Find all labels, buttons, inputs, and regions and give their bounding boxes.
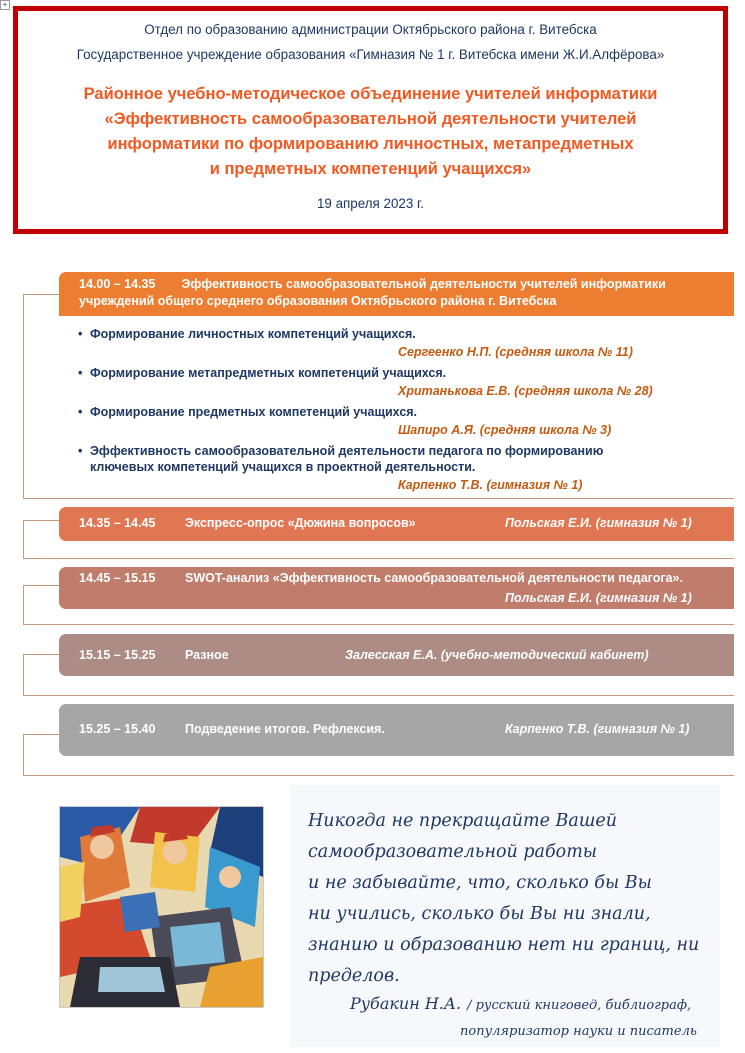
illustration-svg xyxy=(60,807,263,1007)
list-item: • Формирование метапредметных компетенций учащихся. Хританькова Е.В. (средняя школа № 28) xyxy=(78,365,718,399)
department-line: Отдел по образованию администрации Октябрьского района г. Витебска xyxy=(144,22,597,37)
title-line: «Эффективность самообразовательной деятельности учителей xyxy=(104,110,637,128)
agenda-block-3 xyxy=(59,567,734,609)
quote-line: ни учились, сколько бы Вы ни знали, xyxy=(308,904,651,924)
list-item: • Эффективность самообразовательной деятельности педагога по формированию ключевых компетенций учащихся в проектной деятельности. Карпенко Т.В. (гимназия № 1) xyxy=(78,443,650,493)
session-title: SWOT-анализ «Эффективность самообразовательной деятельности педагога». xyxy=(185,571,683,585)
quote-line: и не забывайте, что, сколько бы Вы xyxy=(308,873,652,893)
cubist-classroom-image xyxy=(59,806,264,1008)
session-title: Экспресс-опрос «Дюжина вопросов» xyxy=(185,516,416,530)
session-title: Разное xyxy=(185,648,229,662)
agenda-block-2 xyxy=(59,507,734,541)
quote-line: самообразовательной работы xyxy=(308,842,598,862)
time-range: 15.15 – 15.25 xyxy=(79,648,156,662)
quote-line: пределов. xyxy=(308,966,400,986)
time-range: 14.35 – 14.45 xyxy=(79,516,156,530)
speaker: Залесская Е.А. (учебно-методический кабинет) xyxy=(345,648,649,662)
quote-line: знанию и образованию нет ни границ, ни xyxy=(308,935,700,955)
event-title xyxy=(18,82,723,182)
time-range: 14.00 – 14.35 xyxy=(79,277,156,291)
title-line: Районное учебно-методическое объединение учителей информатики xyxy=(83,85,658,103)
session-title: Эффективность самообразовательной деятельности учителей информатики xyxy=(181,277,666,291)
list-item: • Формирование предметных компетенций учащихся. Шапиро А.Я. (средняя школа № 3) xyxy=(78,404,718,438)
time-range: 15.25 – 15.40 xyxy=(79,722,156,736)
speaker: Карпенко Т.В. (гимназия № 1) xyxy=(398,478,583,492)
speaker: Шапиро А.Я. (средняя школа № 3) xyxy=(398,423,612,437)
speaker: Сергеенко Н.П. (средняя школа № 11) xyxy=(398,345,633,359)
quote-line: Никогда не прекращайте Вашей xyxy=(308,811,618,831)
school-line: Государственное учреждение образования «Гимназия № 1 г. Витебска имени Ж.И.Алфёрова» xyxy=(76,47,665,62)
session-title-cont: учреждений общего среднего образования Октябрьского района г. Витебска xyxy=(79,294,557,308)
quote-text xyxy=(308,806,718,992)
title-line: и предметных компетенций учащихся» xyxy=(209,160,532,178)
list-item: • Формирование личностных компетенций учащихся. Сергеенко Н.П. (средняя школа № 11) xyxy=(78,326,718,360)
author-desc: / русский книговед, библиограф, xyxy=(467,998,692,1013)
speaker: Польская Е.И. (гимназия № 1) xyxy=(505,591,692,605)
quote-author xyxy=(350,994,691,1013)
block1-list xyxy=(78,326,718,498)
header-frame xyxy=(13,6,728,234)
author-desc-cont: популяризатор науки и писатель xyxy=(460,1024,697,1039)
session-title: Подведение итогов. Рефлексия. xyxy=(185,722,385,736)
agenda-block-1 xyxy=(59,272,734,316)
author-name: Рубакин Н.А. xyxy=(350,994,462,1013)
time-range: 14.45 – 15.15 xyxy=(79,571,156,585)
speaker: Карпенко Т.В. (гимназия № 1) xyxy=(505,722,690,736)
speaker: Польская Е.И. (гимназия № 1) xyxy=(505,516,692,530)
agenda-block-4 xyxy=(59,634,734,676)
anchor-icon: + xyxy=(0,0,10,10)
agenda-block-5 xyxy=(59,704,734,756)
speaker: Хританькова Е.В. (средняя школа № 28) xyxy=(398,384,653,398)
event-date: 19 апреля 2023 г. xyxy=(316,196,425,211)
title-line: информатики по формированию личностных, метапредметных xyxy=(107,135,634,153)
